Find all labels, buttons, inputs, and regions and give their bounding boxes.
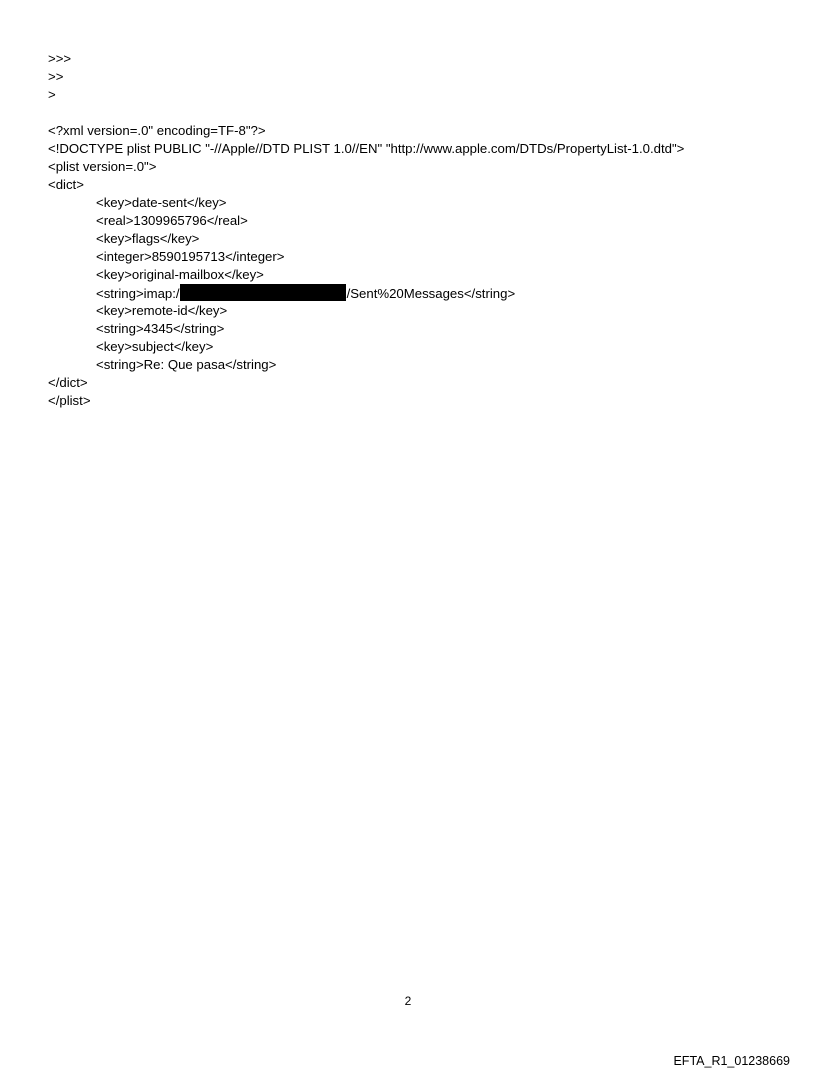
quote-marker: >>> [48,51,72,66]
mailbox-suffix: /Sent%20Messages</string> [346,286,516,301]
dict-open-tag: <dict> [48,177,84,192]
bates-number: EFTA_R1_01238669 [673,1054,790,1068]
plist-entry: <key>original-mailbox</key> [96,267,264,282]
dict-close-tag: </dict> [48,375,88,390]
quote-marker: >> [48,69,64,84]
quote-marker: > [48,87,56,102]
plist-entry: <key>subject</key> [96,339,214,354]
document-body [48,50,788,410]
mailbox-prefix: <string>imap:/ [96,286,180,301]
plist-entry: <string>Re: Que pasa</string> [96,357,277,372]
plist-open-tag: <plist version=.0"> [48,159,157,174]
plist-entry: <key>remote-id</key> [96,303,228,318]
xml-declaration: <?xml version=.0" encoding=TF-8"?> [48,123,266,138]
plist-entry: <key>flags</key> [96,231,200,246]
redaction-box [180,284,346,301]
plist-close-tag: </plist> [48,393,91,408]
blank-line [48,104,788,122]
mailbox-string-line [48,284,788,302]
page-number: 2 [404,994,412,1008]
plist-entry: <string>4345</string> [96,321,225,336]
plist-entry: <real>1309965796</real> [96,213,248,228]
plist-entry: <integer>8590195713</integer> [96,249,285,264]
doctype-line: <!DOCTYPE plist PUBLIC "-//Apple//DTD PLIST 1.0//EN" "http://www.apple.com/DTDs/PropertyList-1.0.dtd"> [48,141,685,156]
plist-entry: <key>date-sent</key> [96,195,227,210]
